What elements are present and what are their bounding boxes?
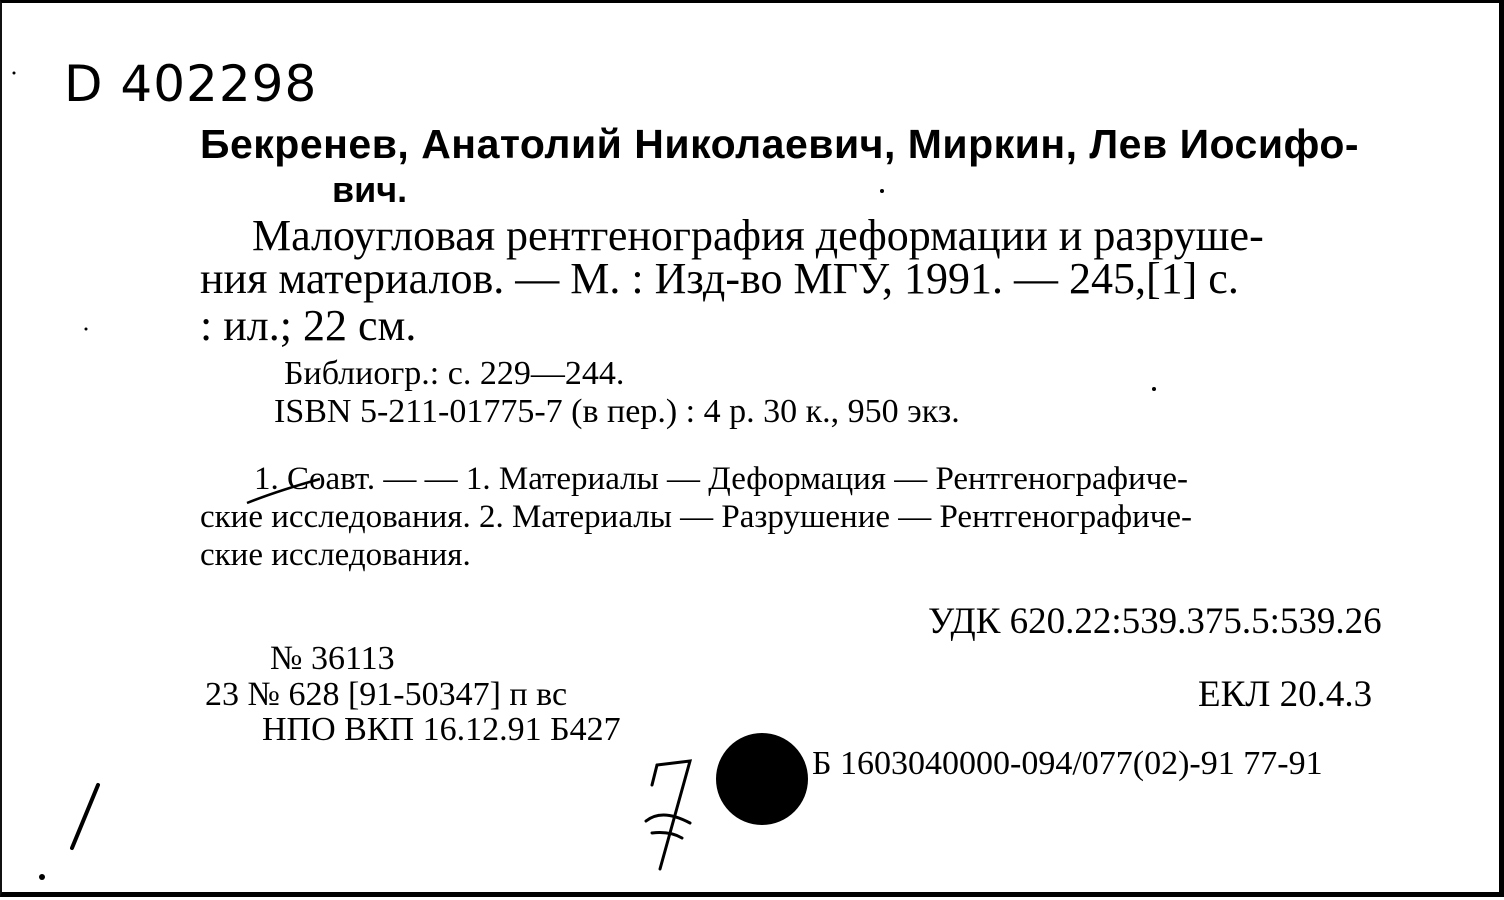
title-line-1: Малоугловая рентгенография деформации и разруше-	[252, 211, 1264, 260]
pencil-slash	[72, 785, 98, 848]
subjects-line-1: 1. Соавт. — — 1. Материалы — Деформация — Рентгенографиче-	[254, 461, 1188, 497]
title-line-2: ния материалов. — М. : Изд-во МГУ, 1991. — 245,[1] с.	[200, 254, 1239, 303]
subjects-line-2: ские исследования. 2. Материалы — Разрушение — Рентгенографиче-	[200, 499, 1193, 535]
ekl-code: ЕКЛ 20.4.3	[1198, 674, 1373, 715]
udk-code: УДК 620.22:539.375.5:539.26	[928, 601, 1382, 642]
title-line-3: : ил.; 22 см.	[200, 301, 417, 350]
inventory-number: D 402298	[64, 55, 318, 113]
npo-line: НПО ВКП 16.12.91 Б427	[262, 711, 621, 748]
bibliography-note: Библиогр.: с. 229—244.	[284, 355, 625, 392]
isbn-line: ISBN 5-211-01775-7 (в пер.) : 4 р. 30 к., 950 экз.	[274, 393, 960, 430]
handwritten-marks	[2, 3, 1504, 900]
order-line: 23 № 628 [91-50347] п вс	[205, 676, 568, 713]
authors-line-2: вич.	[332, 169, 408, 210]
handwritten-seven	[646, 761, 690, 869]
subjects-line-3: ские исследования.	[200, 537, 471, 573]
authors-line-1: Бекренев, Анатолий Николаевич, Миркин, Лев Иосифо-	[200, 121, 1360, 167]
publication-code: Б 1603040000-094/077(02)-91 77-91	[812, 745, 1323, 782]
record-number: № 36113	[270, 640, 395, 677]
pencil-stroke	[247, 479, 320, 503]
